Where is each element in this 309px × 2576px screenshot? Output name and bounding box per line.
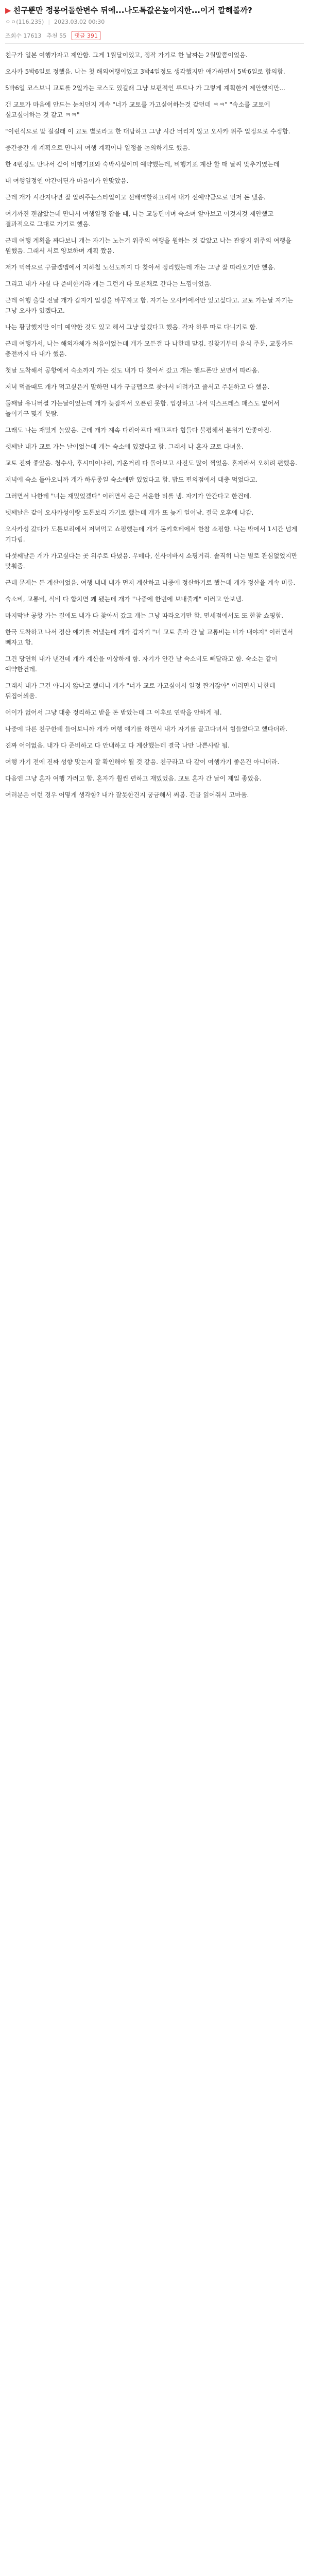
body-paragraph: 나중에 다른 친구한테 들어보니까 개가 여행 얘기를 하면서 내가 자기를 끌고다녀서 힘들었다고 했다더라. xyxy=(5,725,288,733)
body-paragraph: 그건 당연히 내가 낸건데 개가 계산을 이상하게 함. 자기가 안간 날 숙소비도 빼달라고 함. 숙소는 같이 예약한건데. xyxy=(5,655,280,673)
body-paragraph: 그래도 나는 재밌게 놀았음. 근데 개가 계속 다리아프다 배고프다 힘들다 불평해서 분위기 안좋아짐. xyxy=(5,427,272,434)
author-name[interactable]: ㅇㅇ(116.235) xyxy=(5,19,44,25)
post-body xyxy=(0,44,309,800)
body-paragraph: 오사카성 갔다가 도톤보리에서 저녁먹고 쇼핑했는데 개가 돈키호테에서 한참 쇼핑함. 나는 밖에서 1시간 넘게 기다림. xyxy=(5,526,300,543)
body-paragraph: 오사카 5박6일로 정했음. 나는 첫 해외여행이었고 3박4일정도 생각했지만 얘가하면서 5박6일로 합의함. xyxy=(5,68,285,75)
body-paragraph: 숙소비, 교통비, 식비 다 합치면 꽤 됐는데 개가 "나중에 한번에 보내줄게" 이러고 안보냄. xyxy=(5,596,244,603)
body-paragraph: 근데 여행 계획을 짜다보니 개는 자기는 노는거 위주의 여행을 원하는 것 같았고 나는 관광지 위주의 여행을 원했음. 그래서 서로 양보하며 계획 짰음. xyxy=(5,237,294,255)
post-date: 2023.03.02 00:30 xyxy=(54,18,105,25)
meta-divider: | xyxy=(48,18,50,25)
post-meta xyxy=(5,18,304,26)
body-paragraph: "이런식으로 말 걸길래 이 교토 별로라고 한 대답하고 그냥 시간 버리지 않고 오사카 위주 일정으로 수정함. xyxy=(5,128,290,135)
body-paragraph: 첫날 도착해서 공항에서 숙소까지 가는 것도 내가 다 찾아서 갔고 개는 핸드폰만 보면서 따라옴. xyxy=(5,367,260,374)
body-paragraph: 어이가 없어서 그냥 대충 정리하고 받을 돈 받았는데 그 이후로 연락을 안하게 됨. xyxy=(5,709,222,716)
body-paragraph: 여러분은 이런 경우 어떻게 생각함? 내가 잘못한건지 궁금해서 써봄. 긴글 읽어줘서 고마움. xyxy=(5,791,249,799)
views-count: 조회수 17613 xyxy=(5,32,42,39)
body-paragraph: 넷째날은 같이 오사카성이랑 도톤보리 가기로 했는데 개가 또 늦게 일어남. 결국 오후에 나감. xyxy=(5,509,254,516)
post-stats xyxy=(5,31,304,40)
body-paragraph: 근데 개가 시간지나면 잘 알려주는스타일이고 선배역할하고해서 내가 선예약금으로 먼저 돈 냈음. xyxy=(5,194,266,201)
body-paragraph: 여행 가기 전에 진짜 성향 맞는지 잘 확인해야 될 것 같음. 친구라고 다 같이 여행가기 좋은건 아니더라. xyxy=(5,758,280,766)
title-row xyxy=(5,5,304,15)
body-paragraph: 저가 먹짝으로 구글캘맵에서 지하철 노선도까지 다 찾아서 정리했는데 개는 그냥 잘 따라오기만 했음. xyxy=(5,264,276,271)
body-paragraph: 저녁 먹을때도 개가 먹고싶은거 말하면 내가 구글맵으로 찾아서 데려가고 줄서고 주문하고 다 했음. xyxy=(5,383,270,391)
body-paragraph: 진짜 어이없음. 내가 다 준비하고 다 안내하고 다 계산했는데 결국 나만 나쁜사람 됨. xyxy=(5,742,230,749)
comments-badge[interactable]: 댓글 391 xyxy=(72,31,100,40)
body-paragraph: 한국 도착하고 나서 정산 얘기를 꺼냈는데 개가 갑자기 "너 교토 혼자 간 날 교통비는 너가 내야지" 이러면서 빼자고 함. xyxy=(5,629,295,646)
body-paragraph: 중간중간 개 계획으로 만나서 여행 계획이나 일정을 논의하기도 했음. xyxy=(5,144,190,151)
body-paragraph: 그리고 내가 사실 다 준비한거라 개는 그런거 다 모른채로 간다는 느낌이었음. xyxy=(5,280,212,287)
body-paragraph: 그래서 내가 그건 아니지 않냐고 했더니 개가 "너가 교토 가고싶어서 일정 짠거잖아" 이러면서 나한테 뒤집어씌움. xyxy=(5,682,278,700)
body-paragraph: 근데 여행 출발 전날 개가 갑자기 일정을 바꾸자고 함. 자기는 오사카에서만 있고싶다고. 교토 가는날 자기는 그냥 오사카 있겠다고. xyxy=(5,297,296,314)
body-paragraph: 나는 황당했지만 이미 예약한 것도 있고 해서 그냥 알겠다고 했음. 각자 하루 따로 다니기로 함. xyxy=(5,324,258,331)
body-paragraph: 저녁에 숙소 돌아오니까 개가 하루종일 숙소에만 있었다고 함. 밥도 편의점에서 대충 먹었다고. xyxy=(5,476,258,483)
hot-badge-icon: ▶ xyxy=(5,6,11,15)
body-paragraph: 내 여행일정엔 야간어딘가 마음이가 안맞았음. xyxy=(5,177,129,184)
body-paragraph: 다섯째날은 개가 가고싶다는 곳 위주로 다녔음. 우메다, 신사이바시 쇼핑거리. 솔직히 나는 별로 관심없었지만 맞춰줌. xyxy=(5,552,300,570)
body-paragraph: 그러면서 나한테 "너는 재밌었겠다" 이러면서 은근 서운한 티를 냄. 자기가 안간다고 한건데. xyxy=(5,493,251,500)
body-paragraph: 마지막날 공항 가는 길에도 내가 다 찾아서 갔고 개는 그냥 따라오기만 함. 면세점에서도 또 한참 쇼핑함. xyxy=(5,612,284,619)
body-paragraph: 한 4번정도 만나서 같이 비행기표와 숙박시설이며 예약했는데, 비행기표 계산 할 때 날씨 맞추기였는데 xyxy=(5,161,280,168)
body-paragraph: 셋째날 내가 교토 가는 날이었는데 개는 숙소에 있겠다고 함. 그래서 나 혼자 교토 다녀옴. xyxy=(5,443,244,450)
post-title[interactable]: 친구뿐만 정몽어돌한변수 뒤에...나도톡값은높이지한...이거 깔해볼까? xyxy=(13,6,252,15)
body-paragraph: 다음엔 그냥 혼자 여행 가려고 함. 혼자가 훨씬 편하고 재밌었음. 교토 혼자 간 날이 제일 좋았음. xyxy=(5,775,262,782)
likes-count: 추천 55 xyxy=(46,32,67,39)
body-paragraph: 근데 여행가서, 나는 해외자체가 처음이었는데 개가 모든걸 다 나한테 맡김. 길찾기부터 음식 주문, 교통카드 충전까지 다 내가 했음. xyxy=(5,340,296,358)
body-paragraph: 근데 문제는 돈 계산이었음. 여행 내내 내가 먼저 계산하고 나중에 정산하기로 했는데 개가 정산을 계속 미룸. xyxy=(5,579,296,586)
body-paragraph: 여기까진 괜찮았는데 만나서 여행일정 잡을 때, 나는 교통편이며 숙소며 알아보고 이것저것 제안했고 결과적으로 그대로 가기로 했음. xyxy=(5,210,276,228)
body-paragraph: 갠 교토가 마음에 안드는 눈치던지 게속 "너가 교토를 가고싶어하는것 같던데 ㅋㅋ" "속소를 교토에 실고싶어하는 것 같고 ㅋㅋ" xyxy=(5,101,272,118)
body-paragraph: 교토 진짜 좋았음. 청수사, 후시미이나리, 기온거리 다 돌아보고 사진도 많이 찍었음. 혼자라서 오히려 편했음. xyxy=(5,460,298,467)
post-header xyxy=(0,0,309,40)
body-paragraph: 5박6일 코스보니 교토를 2일가는 코스도 있길래 그냥 보편적인 루트나 가 그렇게 계획한거 제안했지만... xyxy=(5,84,285,92)
body-paragraph: 친구가 일본 여행가자고 제안함. 그게 1월달이었고, 정작 가기로 한 날짜는 2월말쯤이었음. xyxy=(5,52,248,59)
body-paragraph: 둘째날 유니버셜 가는날이었는데 개가 늦잠자서 오픈런 못함. 입장하고 나서 익스프레스 패스도 없어서 놀이기구 몇개 못탐. xyxy=(5,400,282,417)
